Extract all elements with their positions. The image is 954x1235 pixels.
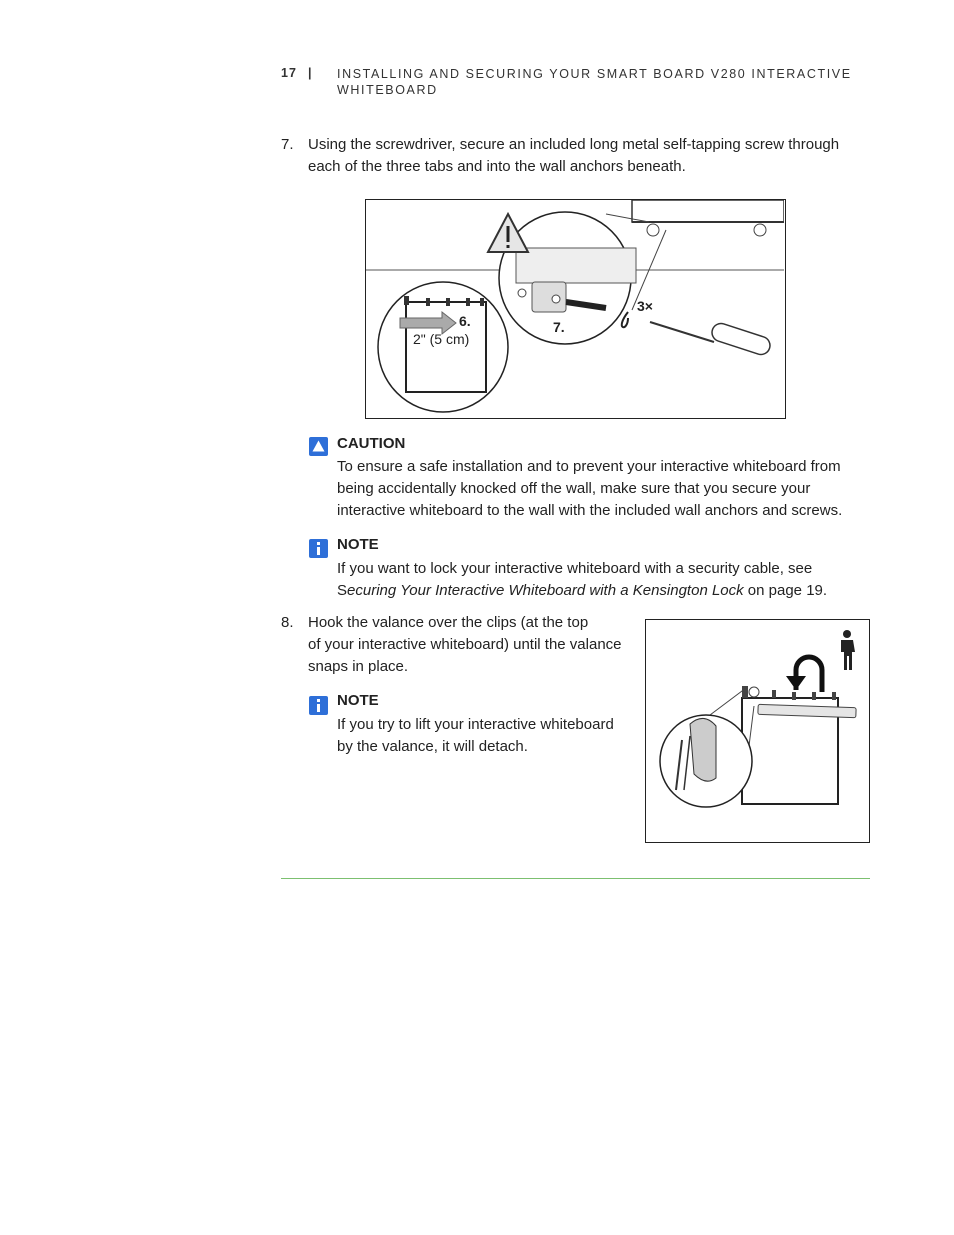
step-8-number: 8.	[281, 614, 294, 631]
caution-icon	[309, 437, 328, 456]
figure-valance	[645, 619, 870, 843]
caution-text	[337, 456, 877, 522]
label-distance: 2" (5 cm)	[413, 331, 470, 347]
caution-line-2: being accidentally knocked off the wall, make sure that you secure your	[337, 480, 811, 497]
header-title: INSTALLING AND SECURING YOUR SMART BOARD V280 INTERACTIVE WHITEBOARD	[337, 67, 852, 97]
screw-installation-illustration	[366, 200, 784, 417]
valance-illustration	[646, 620, 868, 841]
info-icon	[309, 696, 328, 715]
one-person-icon	[841, 630, 855, 670]
label-step-7: 7.	[553, 319, 565, 335]
note-line-1: If you want to lock your interactive whiteboard with a security cable, see	[337, 560, 813, 577]
label-step-6: 6.	[459, 313, 471, 329]
label-quantity: 3×	[637, 298, 653, 314]
page-number: 17	[281, 66, 297, 80]
caution-line-1: To ensure a safe installation and to prevent your interactive whiteboard from	[337, 458, 841, 475]
note-text: If you try to lift your interactive whiteboard by the valance, it will detach.	[337, 716, 614, 755]
step-7-text: Using the screwdriver, secure an included long metal self-tapping screw through each of the three tabs and into the wall anchors beneath.	[308, 136, 840, 175]
figure-screw-installation	[365, 199, 786, 419]
note-heading: NOTE	[337, 536, 379, 553]
step-7-number: 7.	[281, 136, 294, 153]
caution-line-3: interactive whiteboard to the wall with the included wall anchors and screws.	[337, 502, 843, 519]
note-text	[337, 558, 877, 602]
note-heading: NOTE	[337, 692, 379, 709]
info-icon	[309, 539, 328, 558]
note-line-2: Securing Your Interactive Whiteboard with a Kensington Lock on page 19.	[337, 582, 828, 599]
footer-rule	[281, 878, 870, 879]
kensington-lock-link[interactable]: ecuring Your Interactive Whiteboard with a Kensington Lock	[347, 582, 744, 599]
header-separator: |	[308, 66, 314, 80]
step-8-text: Hook the valance over the clips (at the top of your interactive whiteboard) until the valance snaps in place.	[308, 614, 622, 675]
caution-heading: CAUTION	[337, 435, 406, 452]
